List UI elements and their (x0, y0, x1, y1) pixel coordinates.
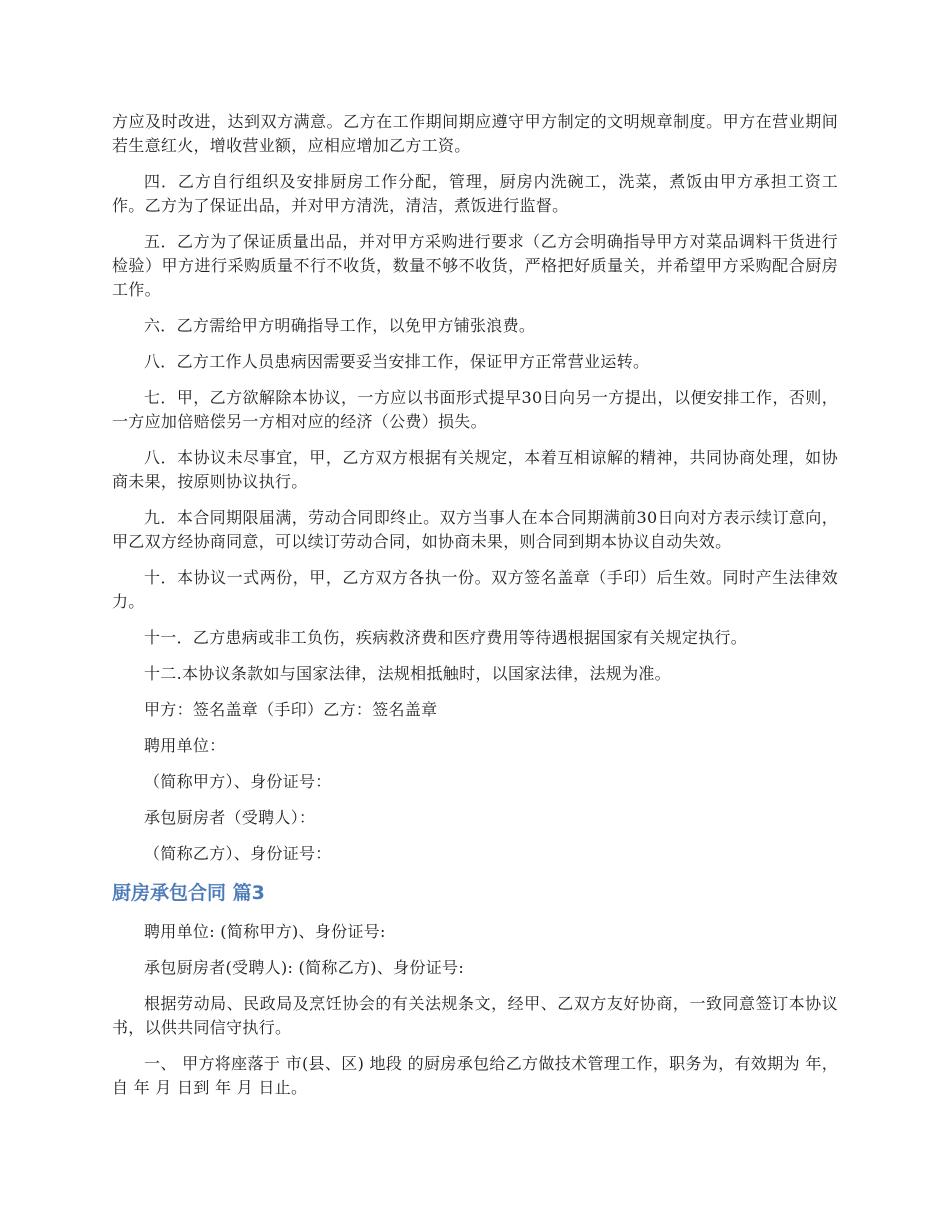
paragraph-employer: 聘用单位： (144, 736, 226, 755)
paragraph-clause-9: 九．本合同期限届满，劳动合同即终止。双方当事人在本合同期满前30日向对方表示续订意向，甲乙双方经协商同意，可以续订劳动合同，如协商未果，则合同到期本协议自动失效。 (112, 508, 838, 551)
paragraph-contractor: 承包厨房者（受聘人）： (144, 808, 316, 827)
paragraph-clause-8a: 八．乙方工作人员患病因需要妥当安排工作，保证甲方正常营业运转。 (144, 352, 650, 371)
paragraph-party-a-id: （简称甲方）、身份证号： (144, 772, 332, 791)
paragraph-clause-6: 六．乙方需给甲方明确指导工作，以免甲方铺张浪费。 (144, 316, 536, 335)
paragraph-signatures: 甲方：签名盖章（手印）乙方：签名盖章 (144, 700, 438, 719)
paragraph-clause-7: 七．甲，乙方欲解除本协议，一方应以书面形式提早30日向另一方提出，以便安排工作，否则，一方应加倍赔偿另一方相对应的经济（公费）损失。 (112, 388, 838, 431)
paragraph-clause-5: 五．乙方为了保证质量出品，并对甲方采购进行要求（乙方会明确指导甲方对菜品调料干货进行检验）甲方进行采购质量不行不收货，数量不够不收货，严格把好质量关，并希望甲方采购配合厨房工作。 (112, 232, 838, 299)
paragraph-clause-8b: 八．本协议未尽事宜，甲，乙方双方根据有关规定，本着互相谅解的精神，共同协商处理，如协商未果，按原则协议执行。 (112, 448, 838, 491)
paragraph-clause-4: 四．乙方自行组织及安排厨房工作分配，管理，厨房内洗碗工，洗菜，煮饭由甲方承担工资工作。乙方为了保证出品，并对甲方清洗，清洁，煮饭进行监督。 (112, 172, 838, 215)
paragraph-employer-2: 聘用单位: (简称甲方)、身份证号: (144, 922, 386, 941)
paragraph-party-b-id: （简称乙方）、身份证号： (144, 844, 332, 863)
section-heading: 厨房承包合同 篇3 (112, 882, 265, 904)
paragraph-clause-10: 十．本协议一式两份，甲，乙方双方各执一份。双方签名盖章（手印）后生效。同时产生法律效力。 (112, 568, 838, 611)
paragraph-continuation: 方应及时改进，达到双方满意。乙方在工作期间期应遵守甲方制定的文明规章制度。甲方在营业期间若生意红火，增收营业额，应相应增加乙方工资。 (112, 112, 838, 155)
paragraph-preamble: 根据劳动局、民政局及烹饪协会的有关法规条文，经甲、乙双方友好协商，一致同意签订本协议书，以供共同信守执行。 (112, 994, 838, 1037)
paragraph-contractor-2: 承包厨房者(受聘人): (简称乙方)、身份证号: (144, 958, 465, 977)
paragraph-clause-1: 一、 甲方将座落于 市(县、区) 地段 的厨房承包给乙方做技术管理工作，职务为，有效期为 年，自 年 月 日到 年 月 日止。 (112, 1054, 838, 1097)
paragraph-clause-12: 十二.本协议条款如与国家法律，法规相抵触时，以国家法律，法规为准。 (144, 664, 671, 683)
paragraph-clause-11: 十一．乙方患病或非工负伤，疾病救济费和医疗费用等待遇根据国家有关规定执行。 (144, 628, 748, 647)
